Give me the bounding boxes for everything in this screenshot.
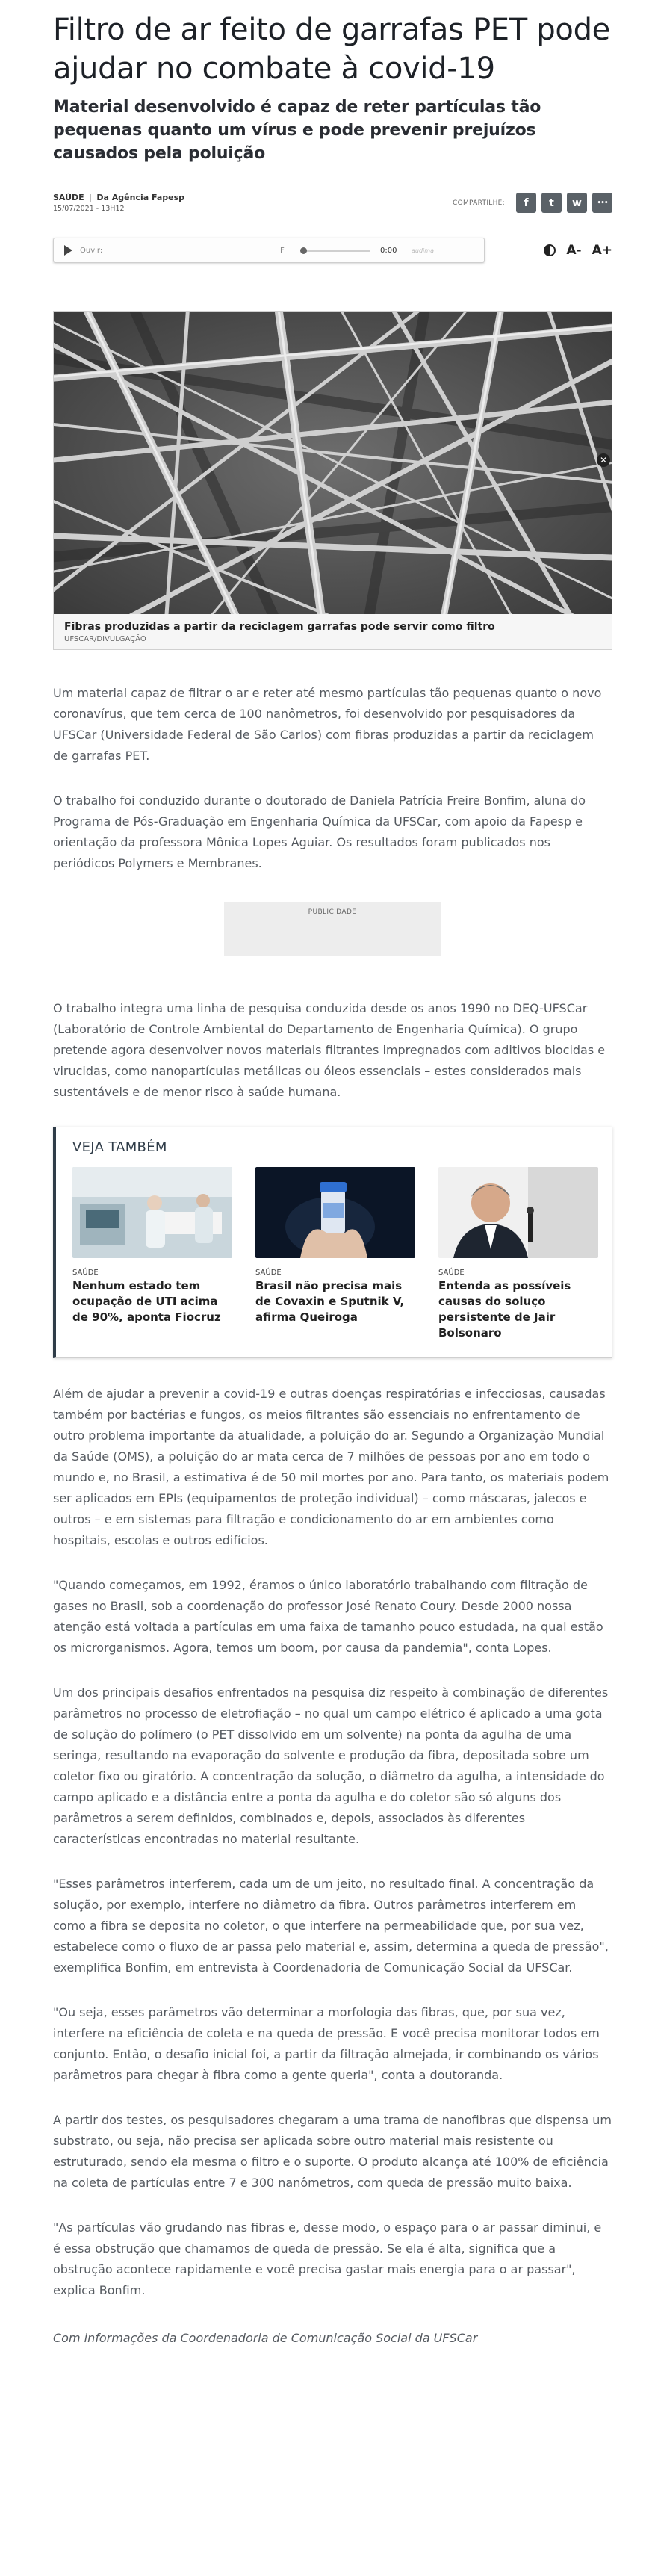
related-category: SAÚDE: [255, 1269, 282, 1277]
article-figure: [53, 311, 612, 650]
paragraph: "As partículas vão grudando nas fibras e, desse modo, o espaço para o ar passar diminui, e é essa obstrução que chamamos de queda de pressão. Se ela é alta, significa que a obstrução acontece rapidamente e você precisa gastar mais energia para o ar passar", explica Bonfim.: [53, 2220, 602, 2297]
whatsapp-icon: w: [572, 196, 582, 209]
caption-text: Fibras produzidas a partir da reciclagem garrafas pode servir como filtro: [64, 621, 495, 633]
related-headline[interactable]: Entenda as possíveis causas do soluço persistente de Jair Bolsonaro: [438, 1279, 571, 1340]
ad-slot[interactable]: [224, 902, 441, 956]
article-title: Filtro de ar feito de garrafas PET pode ajudar no combate à covid-19: [53, 13, 610, 86]
paragraph: "Quando começamos, em 1992, éramos o único laboratório trabalhando com filtração de gases no Brasil, sob a coordenação do professor José Renato Coury. Desde 2000 nossa atenção está voltada a partículas em uma faixa de tamanho pouco estudada, na qual estão os microrganismos. Agora, temos um boom, por causa da pandemia", conta Lopes.: [53, 1578, 603, 1655]
slider-handle[interactable]: [300, 247, 307, 254]
article-meta: [53, 193, 612, 223]
paragraph: O trabalho foi conduzido durante o doutorado de Daniela Patrícia Freire Bonfim, aluna do Programa de Pós-Graduação em Engenharia Química da UFSCar, com apoio da Fapesp e orientação da professora Mônica Lopes Aguiar. Os resultados foram publicados nos periódicos Polymers e Membranes.: [53, 793, 586, 870]
publish-date: 15/07/2021 - 13H12: [53, 205, 125, 213]
article-subtitle: Material desenvolvido é capaz de reter partículas tão pequenas quanto um vírus e pode prevenir prejuízos causados pela poluição: [53, 98, 541, 163]
vaccine-image: [255, 1167, 415, 1258]
ad-label: PUBLICIDADE: [308, 908, 357, 916]
player-brand[interactable]: audima: [412, 247, 434, 254]
portrait-image: [438, 1167, 598, 1258]
audio-time: 0:00: [380, 246, 397, 255]
twitter-icon: t: [549, 196, 554, 209]
paragraph: A partir dos testes, os pesquisadores chegaram a uma trama de nanofibras que dispensa um substrato, ou seja, não precisa ser aplicada sobre outro material mais resistente ou estruturado, sendo ela mesma o filtro e o suporte. O produto alcança até 100% de eficiência na coleta de partículas entre 7 e 300 nanômetros, com queda de pressão muito baixa.: [53, 2113, 612, 2190]
play-icon[interactable]: [64, 245, 72, 256]
paragraph: "Ou seja, esses parâmetros vão determinar a morfologia das fibras, que, por sua vez, interfere na eficiência de coleta e na queda de pressão. E você precisa monitorar todos em conjunto. Então, o desafio inicial foi, a partir da filtração almejada, ir combinando os vários parâmetros para chegar à fibra como a gente queria", conta a doutoranda.: [53, 2005, 600, 2082]
close-icon[interactable]: ✕: [597, 453, 610, 467]
related-category: SAÚDE: [72, 1269, 99, 1277]
share-bar: [453, 193, 612, 213]
related-title: VEJA TAMBÉM: [72, 1139, 167, 1155]
decrease-font-button[interactable]: A-: [566, 243, 582, 258]
audio-progress-slider[interactable]: [302, 250, 370, 252]
paragraph: Um dos principais desafios enfrentados na pesquisa diz respeito à combinação de diferentes parâmetros no processo de eletrofiação – no qual um campo elétrico é aplicado a uma gota de solução do polímero (o PET dissolvido em um solvente) na ponta da agulha de uma seringa, resultando na evaporação do solvente e produção da fibra, depositada sobre um coletor fixo ou giratório. A concentração da solução, o diâmetro da agulha, a intensidade do campo aplicado e a distância entre a ponta da agulha e do coletor são só alguns dos parâmetros a serem definidos, combinados e, depois, associados às diferentes características encontradas no material resultante.: [53, 1685, 609, 1846]
player-label: Ouvir:: [80, 246, 103, 255]
byline: [53, 193, 184, 213]
increase-font-button[interactable]: A+: [592, 243, 612, 258]
fiber-image: [54, 312, 612, 614]
accessibility-controls: [544, 243, 612, 258]
related-articles-box: [53, 1127, 612, 1358]
category-link[interactable]: SAÚDE: [53, 193, 84, 202]
paragraph: O trabalho integra uma linha de pesquisa conduzida desde os anos 1990 no DEQ-UFSCar (Laboratório de Controle Ambiental do Departamento de Engenharia Química). O grupo pretende agora desenvolver novos materiais filtrantes impregnados com aditivos biocidas e virucidas, como nanopartículas metálicas ou óleos essenciais – estes considerados mais sustentáveis e de menor risco à saúde humana.: [53, 1001, 606, 1099]
hospital-image: [72, 1167, 232, 1258]
related-thumbnail-vaccine[interactable]: [255, 1167, 415, 1258]
more-share-button[interactable]: [592, 193, 612, 213]
photo-credit: UFSCAR/DIVULGAÇÃO: [64, 635, 146, 643]
related-thumbnail-portrait[interactable]: [438, 1167, 598, 1258]
fiber-photo: [54, 312, 612, 614]
paragraph: Um material capaz de filtrar o ar e reter até mesmo partículas tão pequenas quanto o novo coronavírus, que tem cerca de 100 nanômetros, foi desenvolvido por pesquisadores da UFSCar (Universidade Federal de São Carlos) com fibras produzidas a partir da reciclagem de garrafas PET.: [53, 686, 602, 763]
related-category: SAÚDE: [438, 1269, 465, 1277]
figure-caption: [54, 614, 612, 649]
audio-toolbar: [53, 236, 612, 264]
credit-line: Com informações da Coordenadoria de Comunicação Social da UFSCar: [53, 2331, 478, 2345]
related-thumbnail-hospital[interactable]: [72, 1167, 232, 1258]
related-item[interactable]: [255, 1167, 415, 1341]
related-headline[interactable]: Brasil não precisa mais de Covaxin e Sputnik V, afirma Queiroga: [255, 1279, 405, 1324]
contrast-icon[interactable]: [544, 244, 556, 256]
related-item[interactable]: [438, 1167, 598, 1341]
facebook-icon: f: [524, 196, 529, 209]
facebook-share-button[interactable]: [516, 193, 536, 213]
source-label: Da Agência Fapesp: [96, 193, 185, 202]
twitter-share-button[interactable]: [541, 193, 562, 213]
more-icon: •••: [597, 199, 608, 207]
voice-selector[interactable]: F: [280, 246, 285, 255]
share-label: COMPARTILHE:: [453, 199, 505, 207]
byline-separator: |: [89, 193, 92, 202]
related-headline[interactable]: Nenhum estado tem ocupação de UTI acima de 90%, aponta Fiocruz: [72, 1279, 221, 1324]
paragraph: "Esses parâmetros interferem, cada um de um jeito, no resultado final. A concentração da solução, por exemplo, interfere no diâmetro da fibra. Outros parâmetros interferem em como a fibra se deposita no coletor, o que interfere na permeabilidade que, por sua vez, estabelece como o fluxo de ar passa pelo material e, assim, determina a queda de pressão", exemplifica Bonfim, em entrevista à Coordenadoria de Comunicação Social da UFSCar.: [53, 1877, 609, 1975]
paragraph: Além de ajudar a prevenir a covid-19 e outras doenças respiratórias e infecciosas, causadas também por bactérias e fungos, os meios filtrantes são essenciais no enfrentamento de outro problema importante da atualidade, a poluição do ar. Segundo a Organização Mundial da Saúde (OMS), a poluição do ar mata cerca de 7 milhões de pessoas por ano em todo o mundo e, no Brasil, a estimativa é de 50 mil mortes por ano. Para tanto, os materiais podem ser aplicados em EPIs (equipamentos de proteção individual) – como máscaras, jalecos e outros – e em sistemas para filtração e condicionamento do ar em ambientes como hospitais, escolas e outros edifícios.: [53, 1387, 609, 1547]
whatsapp-share-button[interactable]: [567, 193, 587, 213]
related-item[interactable]: [72, 1167, 232, 1341]
audio-player: [53, 238, 485, 263]
related-list: [72, 1167, 600, 1341]
